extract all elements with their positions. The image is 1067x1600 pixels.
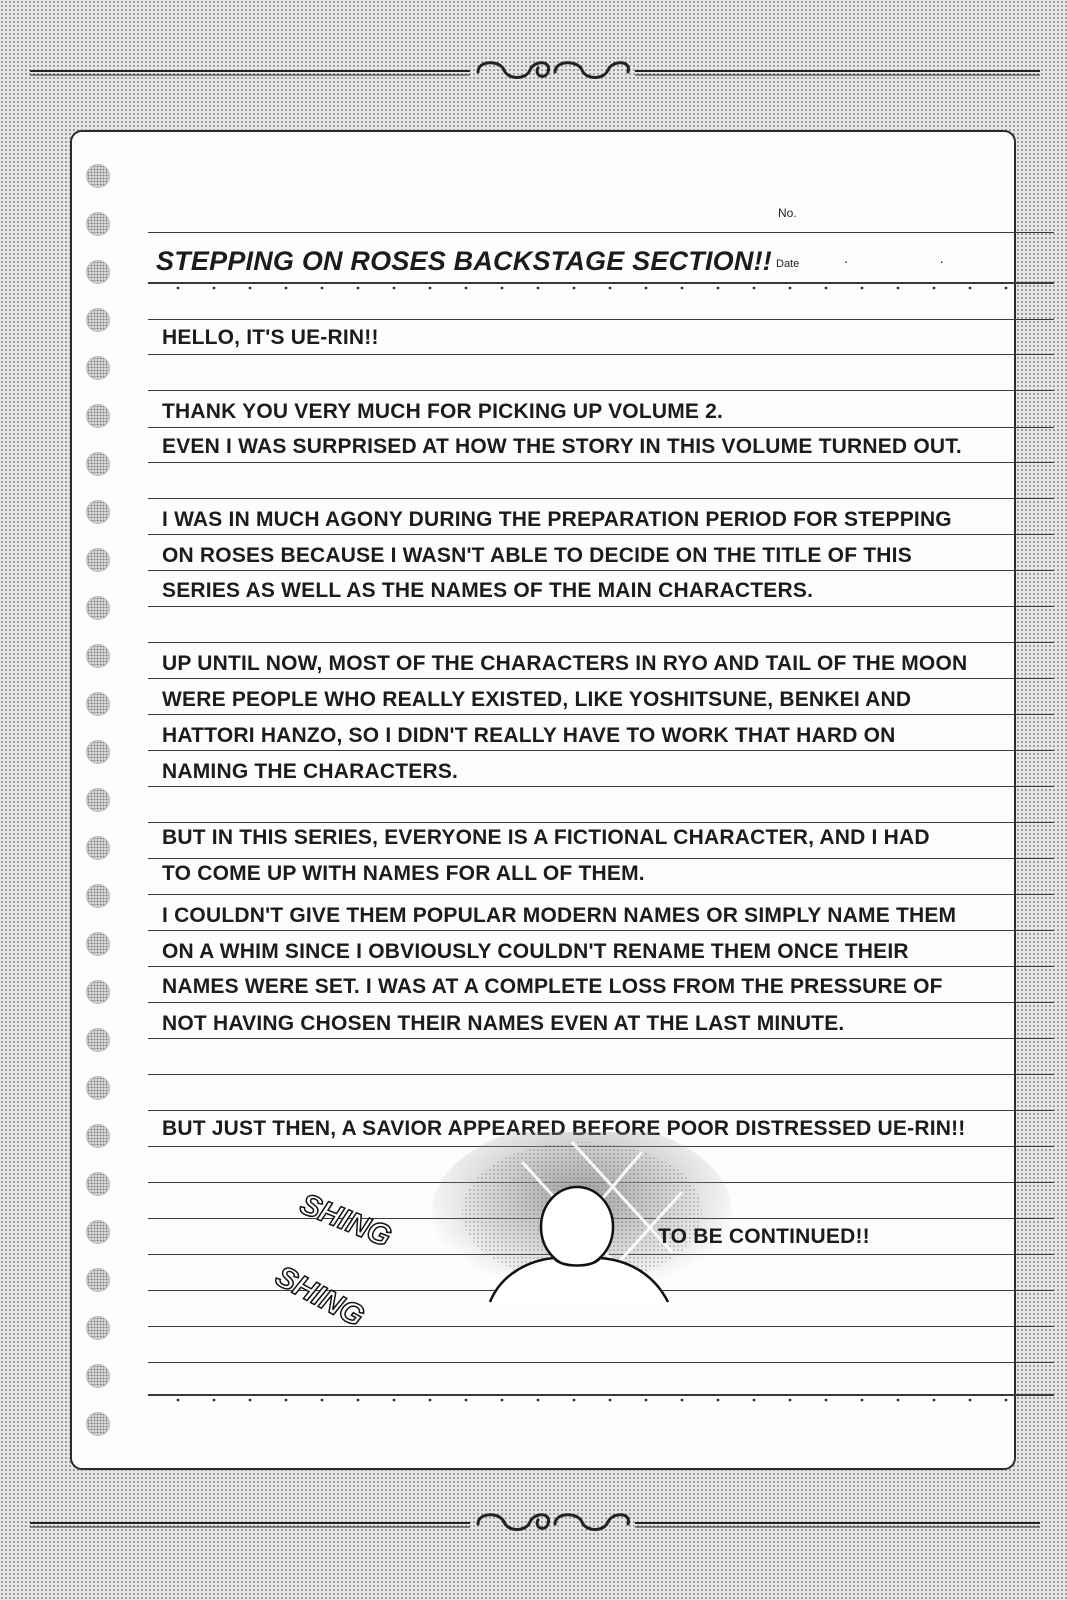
ruled-line xyxy=(148,750,1054,751)
binder-hole xyxy=(86,1172,110,1196)
ruled-line xyxy=(148,642,1054,643)
binder-hole xyxy=(86,500,110,524)
number-label: No. xyxy=(778,206,797,220)
text-line: ON A WHIM SINCE I OBVIOUSLY COULDN'T RENAME THEM ONCE THEIR xyxy=(162,940,909,963)
ruled-line xyxy=(148,678,1054,679)
text-line: UP UNTIL NOW, MOST OF THE CHARACTERS IN RYO AND TAIL OF THE MOON xyxy=(162,652,968,675)
binder-hole xyxy=(86,1316,110,1340)
text-line: I WAS IN MUCH AGONY DURING THE PREPARATION PERIOD FOR STEPPING xyxy=(162,508,952,531)
ruled-line xyxy=(148,1038,1054,1039)
ruled-line xyxy=(148,1074,1054,1075)
binder-hole xyxy=(86,596,110,620)
text-line: THANK YOU VERY MUCH FOR PICKING UP VOLUME 2. xyxy=(162,400,724,423)
section-title: STEPPING ON ROSES BACKSTAGE SECTION!! xyxy=(156,246,772,276)
binder-hole xyxy=(86,308,110,332)
binder-hole xyxy=(86,452,110,476)
text-line: BUT IN THIS SERIES, EVERYONE IS A FICTIONAL CHARACTER, AND I HAD xyxy=(162,826,930,849)
text-line: NAMING THE CHARACTERS. xyxy=(162,760,459,783)
binder-hole xyxy=(86,548,110,572)
binder-hole xyxy=(86,1268,110,1292)
tick-marks-top xyxy=(148,284,1054,294)
ruled-line xyxy=(148,354,1054,355)
ruled-line xyxy=(148,858,1054,859)
text-line: HELLO, IT'S UE-RIN!! xyxy=(162,326,379,349)
binder-hole xyxy=(86,788,110,812)
ruled-line xyxy=(148,606,1054,607)
binder-hole xyxy=(86,740,110,764)
text-line: TO COME UP WITH NAMES FOR ALL OF THEM. xyxy=(162,862,645,885)
ruled-line xyxy=(148,462,1054,463)
ruled-line xyxy=(148,822,1054,823)
sfx-shing: SHING xyxy=(270,1259,370,1334)
text-line: ON ROSES BECAUSE I WASN'T ABLE TO DECIDE ON THE TITLE OF THIS xyxy=(162,544,912,567)
text-line: WERE PEOPLE WHO REALLY EXISTED, LIKE YOSHITSUNE, BENKEI AND xyxy=(162,688,912,711)
binder-hole xyxy=(86,836,110,860)
ruled-line xyxy=(148,427,1054,428)
ruled-line xyxy=(148,1362,1054,1363)
text-line: EVEN I WAS SURPRISED AT HOW THE STORY IN THIS VOLUME TURNED OUT. xyxy=(162,435,962,458)
binder-hole xyxy=(86,1028,110,1052)
ruled-line xyxy=(148,966,1054,967)
binder-hole xyxy=(86,1124,110,1148)
binder-hole xyxy=(86,1364,110,1388)
notebook-page xyxy=(70,130,1016,1470)
binder-hole xyxy=(86,404,110,428)
binder-hole xyxy=(86,692,110,716)
ruled-line xyxy=(148,930,1054,931)
ruled-line xyxy=(148,1002,1054,1003)
binder-hole xyxy=(86,260,110,284)
text-line: I COULDN'T GIVE THEM POPULAR MODERN NAMES OR SIMPLY NAME THEM xyxy=(162,904,957,927)
text-line: SERIES AS WELL AS THE NAMES OF THE MAIN CHARACTERS. xyxy=(162,579,814,602)
text-line: BUT JUST THEN, A SAVIOR APPEARED BEFORE POOR DISTRESSED UE-RIN!! xyxy=(162,1117,966,1140)
ruled-line xyxy=(148,1110,1054,1111)
ruled-line xyxy=(148,232,1054,233)
binder-hole xyxy=(86,1220,110,1244)
to-be-continued: TO BE CONTINUED!! xyxy=(658,1225,870,1248)
ruled-line xyxy=(148,714,1054,715)
ruled-line xyxy=(148,498,1054,499)
ruled-line xyxy=(148,534,1054,535)
ruled-line xyxy=(148,894,1054,895)
ruled-line xyxy=(148,390,1054,391)
text-line: NAMES WERE SET. I WAS AT A COMPLETE LOSS FROM THE PRESSURE OF xyxy=(162,975,943,998)
binder-hole xyxy=(86,1076,110,1100)
binder-hole xyxy=(86,356,110,380)
binder-hole xyxy=(86,884,110,908)
ruled-line xyxy=(148,570,1054,571)
binder-hole xyxy=(86,212,110,236)
binder-hole xyxy=(86,980,110,1004)
ruled-line xyxy=(148,786,1054,787)
binder-hole xyxy=(86,164,110,188)
sfx-shing: SHING xyxy=(295,1187,396,1254)
text-line: NOT HAVING CHOSEN THEIR NAMES EVEN AT THE LAST MINUTE. xyxy=(162,1012,845,1035)
tick-marks-bottom xyxy=(148,1396,1054,1406)
binder-hole xyxy=(86,1412,110,1436)
bottom-ornament-divider xyxy=(0,1508,1067,1538)
binder-hole xyxy=(86,932,110,956)
date-dots: . . xyxy=(844,250,988,266)
top-ornament-divider xyxy=(0,56,1067,86)
ruled-line xyxy=(148,319,1054,320)
text-line: HATTORI HANZO, SO I DIDN'T REALLY HAVE TO WORK THAT HARD ON xyxy=(162,724,896,747)
date-label: Date xyxy=(776,258,800,270)
binder-hole xyxy=(86,644,110,668)
